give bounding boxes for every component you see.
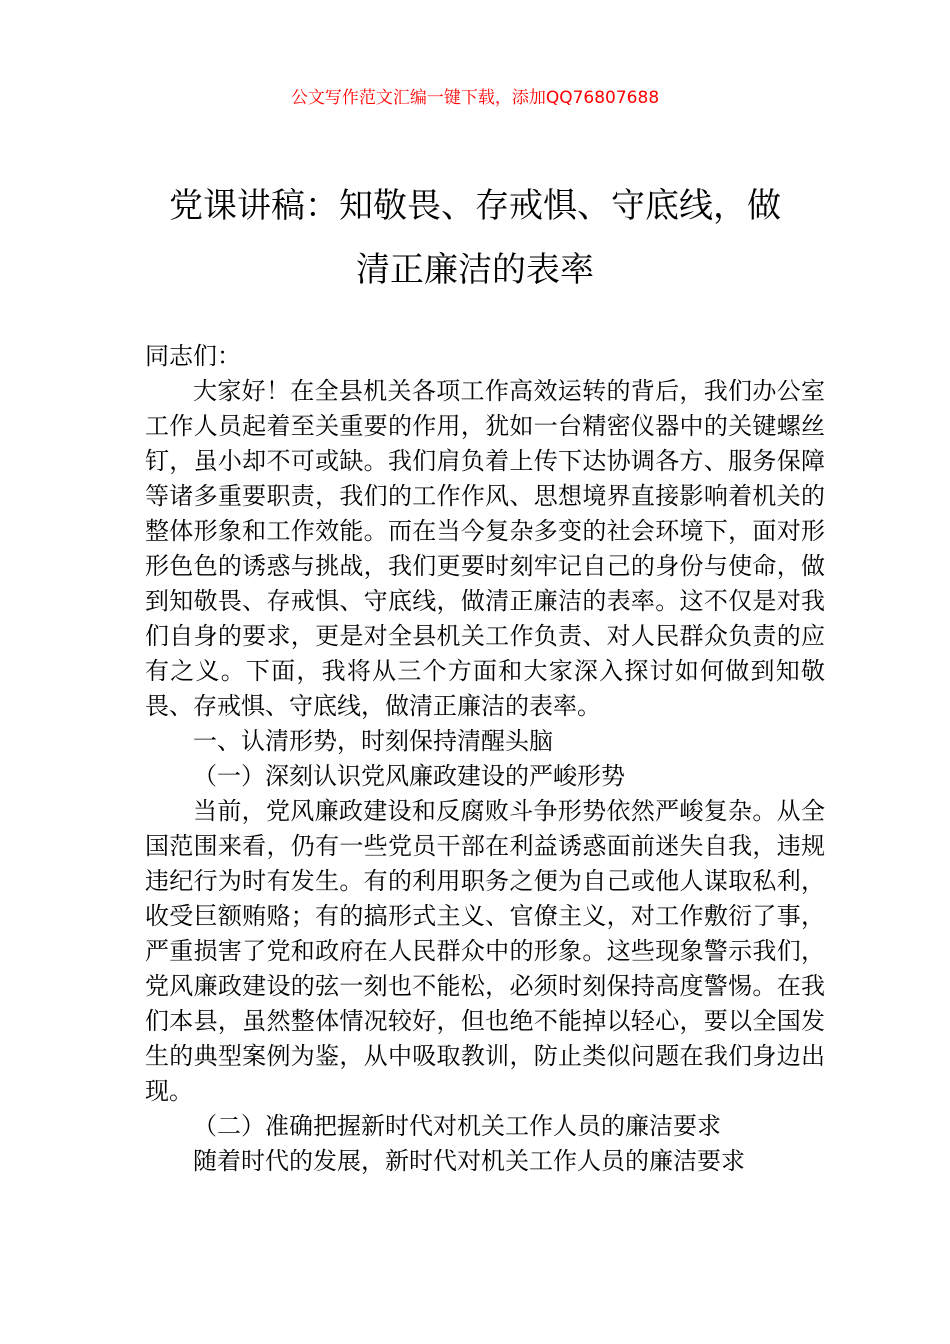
subsection-heading-1-1: （一）深刻认识党风廉政建设的严峻形势: [193, 762, 625, 790]
paragraph-intro: 大家好！在全县机关各项工作高效运转的背后，我们办公室工作人员起着至关重要的作用，犹如一台精密仪器中的关键螺丝钉，虽小却不可或缺。我们肩负着上传下达协调各方、服务保障等诸多重要职责，我们的工作作风、思想境界直接影响着机关的整体形象和工作效能。而在当今复杂多变的社会环境下，面对形形色色的诱惑与挑战，我们更要时刻牢记自己的身份与使命，做到知敬畏、存戒惧、守底线，做清正廉洁的表率。这不仅是对我们自身的要求，更是对全县机关工作负责、对人民群众负责的应有之义。下面，我将从三个方面和大家深入探讨如何做到知敬畏、存戒惧、守底线，做清正廉洁的表率。: [145, 377, 825, 720]
document-body: [145, 339, 825, 1179]
document-title: [120, 174, 830, 302]
header-note: 公文写作范文汇编一键下载，添加QQ76807688: [290, 88, 660, 108]
salutation: 同志们：: [145, 342, 241, 370]
title-line-1: 党课讲稿：知敬畏、存戒惧、守底线，做: [169, 186, 781, 226]
title-line-2: 清正廉洁的表率: [356, 250, 594, 290]
paragraph-new-era: 随着时代的发展，新时代对机关工作人员的廉洁要求: [193, 1147, 745, 1175]
section-heading-1: 一、认清形势，时刻保持清醒头脑: [193, 727, 553, 755]
subsection-heading-1-2: （二）准确把握新时代对机关工作人员的廉洁要求: [193, 1112, 721, 1140]
paragraph-situation: 当前，党风廉政建设和反腐败斗争形势依然严峻复杂。从全国范围来看，仍有一些党员干部在利益诱惑面前迷失自我，违规违纪行为时有发生。有的利用职务之便为自己或他人谋取私利，收受巨额贿赂；有的搞形式主义、官僚主义，对工作敷衍了事，严重损害了党和政府在人民群众中的形象。这些现象警示我们，党风廉政建设的弦一刻也不能松，必须时刻保持高度警惕。在我们本县，虽然整体情况较好，但也绝不能掉以轻心，要以全国发生的典型案例为鉴，从中吸取教训，防止类似问题在我们身边出现。: [145, 797, 825, 1105]
